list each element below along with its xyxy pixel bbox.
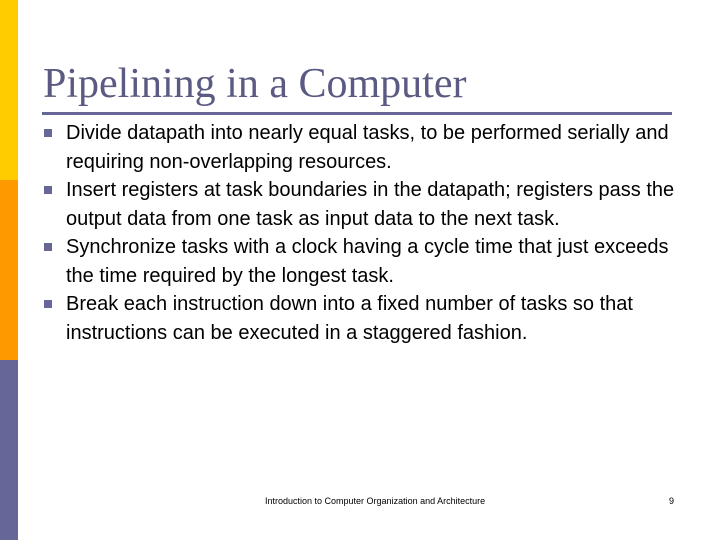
accent-bar-orange — [0, 180, 18, 360]
bullet-item — [44, 176, 684, 233]
bullet-list — [44, 119, 684, 347]
footer-course-title: Introduction to Computer Organization and Architecture — [265, 496, 486, 506]
bullet-text: Synchronize tasks with a clock having a cycle time that just exceeds the time required by the longest task. — [66, 236, 669, 287]
bullet-item — [44, 233, 684, 290]
square-bullet-icon — [44, 129, 52, 137]
square-bullet-icon — [44, 186, 52, 194]
bullet-text: Insert registers at task boundaries in the datapath; registers pass the output data from one task as input data to the next task. — [66, 179, 675, 230]
square-bullet-icon — [44, 243, 52, 251]
accent-bar-slate — [0, 360, 18, 540]
accent-bar-yellow — [0, 0, 18, 180]
bullet-text: Break each instruction down into a fixed number of tasks so that instructions can be executed in a staggered fashion. — [66, 293, 633, 344]
square-bullet-icon — [44, 300, 52, 308]
bullet-item — [44, 290, 684, 347]
bullet-text: Divide datapath into nearly equal tasks, to be performed serially and requiring non-overlapping resources. — [66, 122, 669, 173]
page-number: 9 — [669, 496, 675, 506]
slide-title: Pipelining in a Computer — [43, 61, 467, 107]
bullet-item — [44, 119, 684, 176]
title-underline — [42, 112, 672, 115]
